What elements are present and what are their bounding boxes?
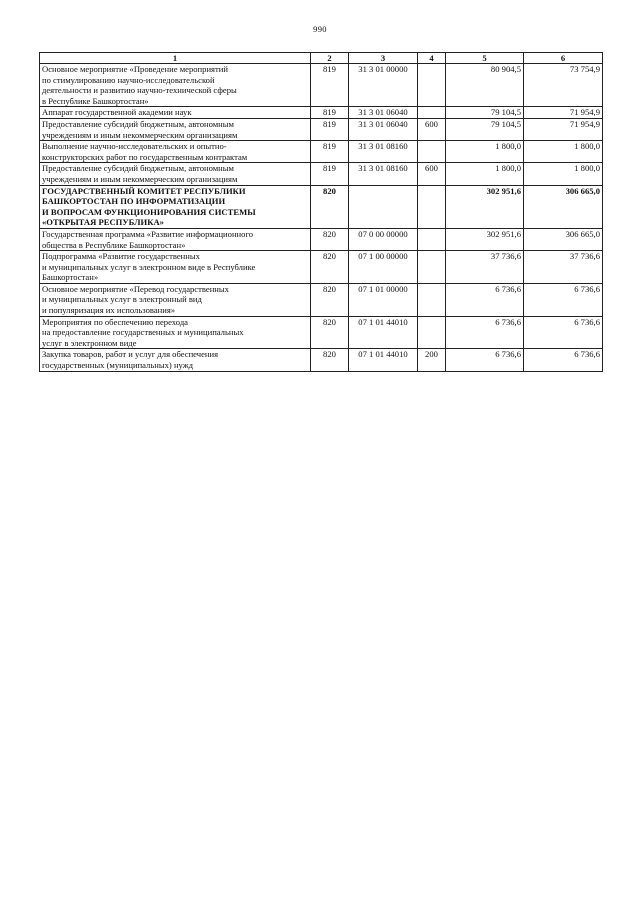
target-article-cell: 07 1 00 00000: [349, 251, 418, 284]
expense-type-cell: [418, 251, 446, 284]
amount-year2-cell: 71 954,9: [524, 107, 603, 119]
target-article-cell: 31 3 01 08160: [349, 163, 418, 185]
ministry-code-cell: 820: [311, 316, 349, 349]
header-col-6: 6: [524, 53, 603, 64]
amount-year1-cell: 79 104,5: [446, 107, 524, 119]
row-name-cell: [40, 185, 311, 228]
header-col-4: 4: [418, 53, 446, 64]
row-name-line: Аппарат государственной академии наук: [42, 107, 192, 118]
row-name-cell: [40, 349, 311, 371]
table-row: [40, 118, 603, 140]
row-name-line: государственных (муниципальных) нужд: [42, 360, 194, 371]
row-name-line: БАШКОРТОСТАН ПО ИНФОРМАТИЗАЦИИ: [42, 196, 226, 207]
amount-year1-cell: 37 736,6: [446, 251, 524, 284]
amount-year1-cell: 302 951,6: [446, 228, 524, 250]
budget-table: [39, 52, 603, 372]
target-article-cell: 07 1 01 00000: [349, 283, 418, 316]
target-article-cell: 31 3 01 06040: [349, 107, 418, 119]
row-name-cell: [40, 141, 311, 163]
amount-year1-cell: 6 736,6: [446, 349, 524, 371]
expense-type-cell: [418, 185, 446, 228]
ministry-code-cell: 820: [311, 283, 349, 316]
table-row: [40, 349, 603, 371]
amount-year1-cell: 80 904,5: [446, 64, 524, 107]
row-name-line: и популяризация их использования»: [42, 305, 176, 316]
header-col-2: 2: [311, 53, 349, 64]
target-article-cell: 07 1 01 44010: [349, 316, 418, 349]
row-name-line: и муниципальных услуг в электронный вид: [42, 294, 202, 305]
row-name-cell: [40, 228, 311, 250]
target-article-cell: [349, 185, 418, 228]
row-name-line: Подпрограмма «Развитие государственных: [42, 251, 200, 262]
amount-year1-cell: 1 800,0: [446, 141, 524, 163]
row-name-line: деятельности и развитию научно-технической сферы: [42, 85, 237, 96]
table-body: [40, 64, 603, 372]
ministry-code-cell: 820: [311, 185, 349, 228]
amount-year1-cell: 1 800,0: [446, 163, 524, 185]
row-name-line: «ОТКРЫТАЯ РЕСПУБЛИКА»: [42, 217, 164, 228]
amount-year2-cell: 73 754,9: [524, 64, 603, 107]
amount-year2-cell: 37 736,6: [524, 251, 603, 284]
ministry-code-cell: 819: [311, 64, 349, 107]
amount-year1-cell: 79 104,5: [446, 118, 524, 140]
amount-year1-cell: 6 736,6: [446, 283, 524, 316]
amount-year2-cell: 71 954,9: [524, 118, 603, 140]
table-row: [40, 283, 603, 316]
row-name-line: Закупка товаров, работ и услуг для обеспечения: [42, 349, 219, 360]
row-name-line: Предоставление субсидий бюджетным, автономным: [42, 118, 234, 129]
amount-year2-cell: 306 665,0: [524, 185, 603, 228]
target-article-cell: 07 1 01 44010: [349, 349, 418, 371]
row-name-line: Предоставление субсидий бюджетным, автономным: [42, 163, 234, 174]
ministry-code-cell: 820: [311, 251, 349, 284]
expense-type-cell: [418, 141, 446, 163]
row-name-cell: [40, 283, 311, 316]
table-row: [40, 316, 603, 349]
row-name-cell: [40, 316, 311, 349]
expense-type-cell: 200: [418, 349, 446, 371]
expense-type-cell: [418, 107, 446, 119]
expense-type-cell: [418, 316, 446, 349]
target-article-cell: 31 3 01 00000: [349, 64, 418, 107]
amount-year1-cell: 6 736,6: [446, 316, 524, 349]
row-name-line: услуг в электронном виде: [42, 337, 137, 348]
header-col-5: 5: [446, 53, 524, 64]
table-row: [40, 251, 603, 284]
row-name-line: Башкортостан»: [42, 272, 99, 283]
row-name-line: на предоставление государственных и муниципальных: [42, 327, 244, 338]
row-name-line: Государственная программа «Развитие информационного: [42, 228, 254, 239]
expense-type-cell: 600: [418, 163, 446, 185]
row-name-line: учреждениям и иным некоммерческим организациям: [42, 129, 238, 140]
amount-year2-cell: 6 736,6: [524, 349, 603, 371]
table-row: [40, 228, 603, 250]
expense-type-cell: [418, 283, 446, 316]
row-name-line: И ВОПРОСАМ ФУНКЦИОНИРОВАНИЯ СИСТЕМЫ: [42, 206, 256, 217]
amount-year2-cell: 1 800,0: [524, 141, 603, 163]
ministry-code-cell: 819: [311, 118, 349, 140]
row-name-cell: [40, 163, 311, 185]
amount-year1-cell: 302 951,6: [446, 185, 524, 228]
row-name-line: Выполнение научно-исследовательских и опытно-: [42, 141, 227, 152]
target-article-cell: 31 3 01 08160: [349, 141, 418, 163]
row-name-line: и муниципальных услуг в электронном виде в Республике: [42, 261, 256, 272]
page-number: 990: [313, 24, 327, 34]
table-row: [40, 163, 603, 185]
amount-year2-cell: 6 736,6: [524, 283, 603, 316]
target-article-cell: 31 3 01 06040: [349, 118, 418, 140]
row-name-line: ГОСУДАРСТВЕННЫЙ КОМИТЕТ РЕСПУБЛИКИ: [42, 185, 246, 196]
row-name-line: учреждениям и иным некоммерческим организациям: [42, 173, 238, 184]
target-article-cell: 07 0 00 00000: [349, 228, 418, 250]
ministry-code-cell: 820: [311, 228, 349, 250]
ministry-code-cell: 819: [311, 163, 349, 185]
header-col-1: 1: [40, 53, 311, 64]
table-row: [40, 185, 603, 228]
row-name-cell: [40, 251, 311, 284]
amount-year2-cell: 306 665,0: [524, 228, 603, 250]
table-row: [40, 107, 603, 119]
header-col-3: 3: [349, 53, 418, 64]
row-name-cell: [40, 64, 311, 107]
ministry-code-cell: 819: [311, 107, 349, 119]
table-row: [40, 64, 603, 107]
row-name-line: общества в Республике Башкортостан»: [42, 239, 186, 250]
table-header-row: [40, 53, 603, 64]
amount-year2-cell: 1 800,0: [524, 163, 603, 185]
row-name-cell: [40, 118, 311, 140]
table-row: [40, 141, 603, 163]
ministry-code-cell: 820: [311, 349, 349, 371]
row-name-line: конструкторских работ по государственным контрактам: [42, 151, 248, 162]
ministry-code-cell: 819: [311, 141, 349, 163]
row-name-line: Основное мероприятие «Перевод государственных: [42, 283, 229, 294]
row-name-line: в Республике Башкортостан»: [42, 95, 149, 106]
expense-type-cell: [418, 64, 446, 107]
row-name-line: Основное мероприятие «Проведение мероприятий: [42, 64, 228, 74]
row-name-line: Мероприятия по обеспечению перехода: [42, 316, 189, 327]
expense-type-cell: 600: [418, 118, 446, 140]
amount-year2-cell: 6 736,6: [524, 316, 603, 349]
row-name-line: по стимулированию научно-исследовательской: [42, 74, 215, 85]
expense-type-cell: [418, 228, 446, 250]
row-name-cell: [40, 107, 311, 119]
